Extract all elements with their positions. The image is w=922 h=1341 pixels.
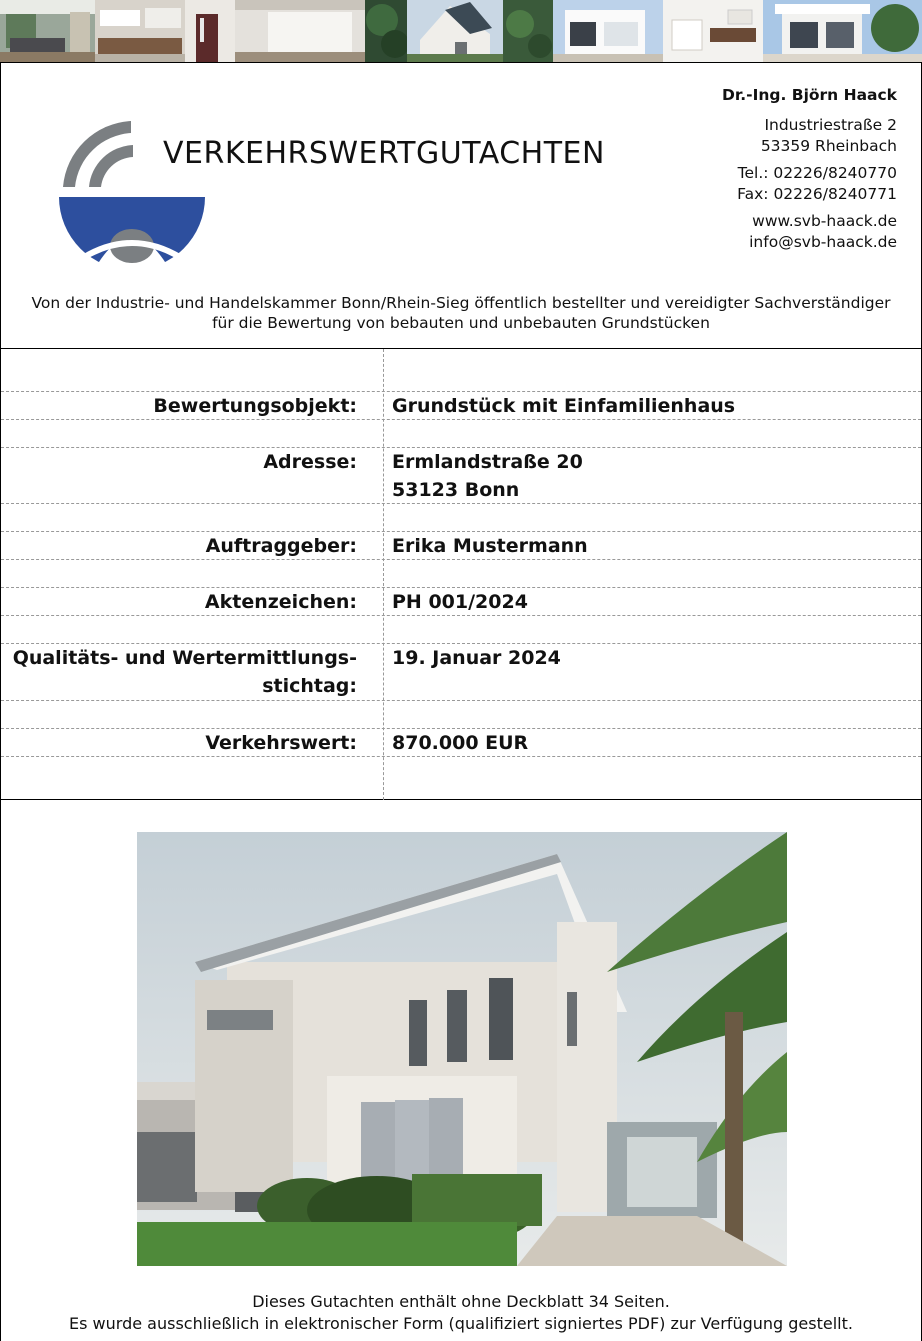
expert-contact-block bbox=[657, 85, 897, 259]
letterhead bbox=[1, 63, 921, 349]
detail-label: Adresse: bbox=[263, 451, 357, 473]
header-photo-strip bbox=[0, 0, 922, 62]
detail-value: PH 001/2024 bbox=[392, 591, 528, 613]
detail-row-address bbox=[1, 448, 921, 504]
accreditation-line-2: für die Bewertung von bebauten und unbebauten Grundstücken bbox=[212, 314, 710, 332]
table-spacer-row bbox=[1, 349, 921, 392]
table-spacer-row bbox=[1, 420, 921, 448]
expert-name: Dr.-Ing. Björn Haack bbox=[721, 86, 897, 104]
detail-label: Verkehrswert: bbox=[205, 732, 357, 754]
expert-website: www.svb-haack.de bbox=[752, 212, 897, 230]
detail-label: Bewertungsobjekt: bbox=[153, 395, 357, 417]
detail-row-file-number bbox=[1, 588, 921, 616]
electronic-form-note: Es wurde ausschließlich in elektronischer Form (qualifiziert signiertes PDF) zur Verfügung gestellt. bbox=[69, 1314, 853, 1333]
accreditation-line-1: Von der Industrie- und Handelskammer Bonn/Rhein-Sieg öffentlich bestellter und vereidigter Sachverständiger bbox=[31, 294, 891, 312]
detail-value: Grundstück mit Einfamilienhaus bbox=[392, 395, 736, 417]
page-count-note: Dieses Gutachten enthält ohne Deckblatt 34 Seiten. bbox=[252, 1292, 670, 1311]
detail-value: Ermlandstraße 20 53123 Bonn bbox=[392, 451, 583, 501]
detail-value: 870.000 EUR bbox=[392, 732, 529, 754]
table-spacer-row bbox=[1, 504, 921, 532]
detail-row-client bbox=[1, 532, 921, 560]
valuation-details-table bbox=[1, 349, 921, 800]
table-spacer-row bbox=[1, 616, 921, 644]
expert-tel: Tel.: 02226/8240770 bbox=[737, 164, 897, 182]
detail-label: Auftraggeber: bbox=[205, 535, 357, 557]
table-spacer-row bbox=[1, 701, 921, 729]
table-spacer-row bbox=[1, 560, 921, 588]
expert-street: Industriestraße 2 bbox=[764, 116, 897, 134]
document-frame bbox=[0, 62, 922, 1341]
detail-value: 19. Januar 2024 bbox=[392, 647, 561, 669]
document-title: VERKEHRSWERTGUTACHTEN bbox=[163, 136, 605, 171]
header-photo-strip-image bbox=[0, 0, 922, 62]
expert-accreditation bbox=[1, 293, 921, 333]
expert-fax: Fax: 02226/8240771 bbox=[737, 185, 897, 203]
document-footer bbox=[1, 1291, 921, 1335]
property-photo bbox=[137, 832, 787, 1266]
detail-row-object bbox=[1, 392, 921, 420]
property-photo-image bbox=[137, 832, 787, 1266]
detail-label: Qualitäts- und Wertermittlungs- stichtag: bbox=[12, 647, 357, 697]
expert-email: info@svb-haack.de bbox=[749, 233, 897, 251]
detail-label: Aktenzeichen: bbox=[204, 591, 357, 613]
expert-city: 53359 Rheinbach bbox=[760, 137, 897, 155]
detail-row-valuation-date bbox=[1, 644, 921, 701]
detail-row-market-value bbox=[1, 729, 921, 757]
detail-value: Erika Mustermann bbox=[392, 535, 588, 557]
table-spacer-row bbox=[1, 757, 921, 800]
